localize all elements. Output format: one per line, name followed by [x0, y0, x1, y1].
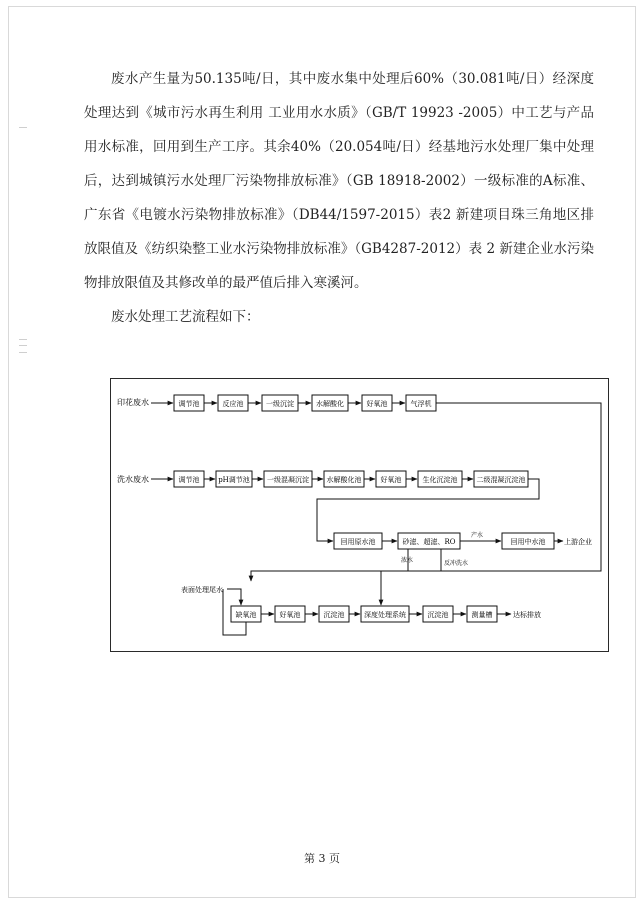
scan-artifact [19, 345, 27, 346]
row2-step-2 [216, 471, 252, 487]
svg-text:好氧池: 好氧池 [279, 611, 301, 619]
label-product-water: 产水 [471, 532, 484, 539]
target-compliant-discharge: 达标排放 [513, 611, 541, 619]
body-text [84, 62, 594, 334]
svg-text:气浮机: 气浮机 [410, 400, 432, 408]
svg-text:反应池: 反应池 [222, 400, 244, 408]
scan-artifact [19, 127, 27, 128]
svg-text:二级混凝沉淀池: 二级混凝沉淀池 [476, 476, 526, 484]
process-flow-diagram [110, 378, 609, 652]
scan-artifact [19, 352, 27, 353]
source-surface-treatment: 表面处理尾水 [181, 586, 223, 594]
row1-step-3 [262, 395, 298, 411]
row4-step-2 [275, 606, 305, 622]
svg-text:缺氧池: 缺氧池 [235, 611, 257, 619]
row1-step-5 [362, 395, 392, 411]
row2-step-6 [418, 471, 462, 487]
source-wash-wastewater: 洗水废水 [117, 475, 149, 484]
row4-step-3 [319, 606, 349, 622]
svg-text:深度处理系统: 深度处理系统 [364, 611, 406, 619]
row1-step-4 [312, 395, 348, 411]
svg-text:pH调节池: pH调节池 [218, 476, 250, 484]
row2-step-4 [324, 471, 364, 487]
svg-text:回用原水池: 回用原水池 [340, 538, 376, 546]
row2-step-7 [474, 471, 528, 487]
row3-step-3 [502, 533, 554, 549]
svg-text:调节池: 调节池 [178, 400, 200, 408]
svg-text:一级混凝沉淀: 一级混凝沉淀 [267, 476, 309, 484]
scan-artifact [19, 339, 27, 340]
row4-step-5 [423, 606, 453, 622]
row3-step-2 [398, 533, 460, 549]
row1-step-6 [406, 395, 436, 411]
svg-text:沉淀池: 沉淀池 [323, 611, 345, 619]
row1-step-2 [218, 395, 248, 411]
svg-text:水解酸化池: 水解酸化池 [326, 476, 362, 484]
svg-text:测量槽: 测量槽 [471, 611, 493, 619]
row1-step-1 [174, 395, 204, 411]
svg-text:一级沉淀: 一级沉淀 [266, 400, 294, 408]
svg-text:水解酸化: 水解酸化 [316, 400, 344, 408]
label-concentrate: 浓水 [401, 557, 414, 564]
paragraph-wastewater-summary: 废水产生量为50.135吨/日，其中废水集中处理后60%（30.081吨/日）经深度处理达到《城市污水再生利用 工业用水水质》（GB/T 19923 -2005）中工艺与产品用水标准，回用到生产工序。其余40%（20.054吨/日）经基地污水处理厂集中处理后，达到城镇污水处理厂污染物排放标准》（GB 18918-2002）一级标准的A标准、广东省《电镀水污染物排放标准》（DB44/1597-2015）表2 新建项目珠三角地区排放限值及《纺织染整工业水污染物排放标准》（GB4287-2012）表 2 新建企业水污染物排放限值及其修改单的最严值后排入寒溪河。 [84, 71, 594, 291]
row4-step-1 [231, 606, 261, 622]
flow-svg [111, 379, 608, 651]
row2-step-1 [174, 471, 204, 487]
svg-text:砂滤、超滤、RO: 砂滤、超滤、RO [402, 538, 456, 546]
row4-step-4 [361, 606, 409, 622]
svg-text:生化沉淀池: 生化沉淀池 [422, 476, 458, 484]
row2-step-3 [264, 471, 312, 487]
row2-step-5 [376, 471, 406, 487]
row4-step-6 [467, 606, 497, 622]
svg-text:回用中水池: 回用中水池 [510, 538, 546, 546]
svg-text:沉淀池: 沉淀池 [427, 611, 449, 619]
paragraph-flow-intro: 废水处理工艺流程如下： [111, 309, 260, 325]
source-print-wastewater: 印花废水 [117, 398, 149, 407]
svg-text:好氧池: 好氧池 [366, 400, 388, 408]
row3-step-1 [334, 533, 382, 549]
target-upstream-enterprise: 上游企业 [564, 538, 592, 546]
svg-text:好氧池: 好氧池 [380, 476, 402, 484]
page-number: 第 3 页 [304, 852, 340, 865]
label-backwash: 反冲洗水 [444, 560, 469, 567]
svg-text:调节池: 调节池 [178, 476, 200, 484]
